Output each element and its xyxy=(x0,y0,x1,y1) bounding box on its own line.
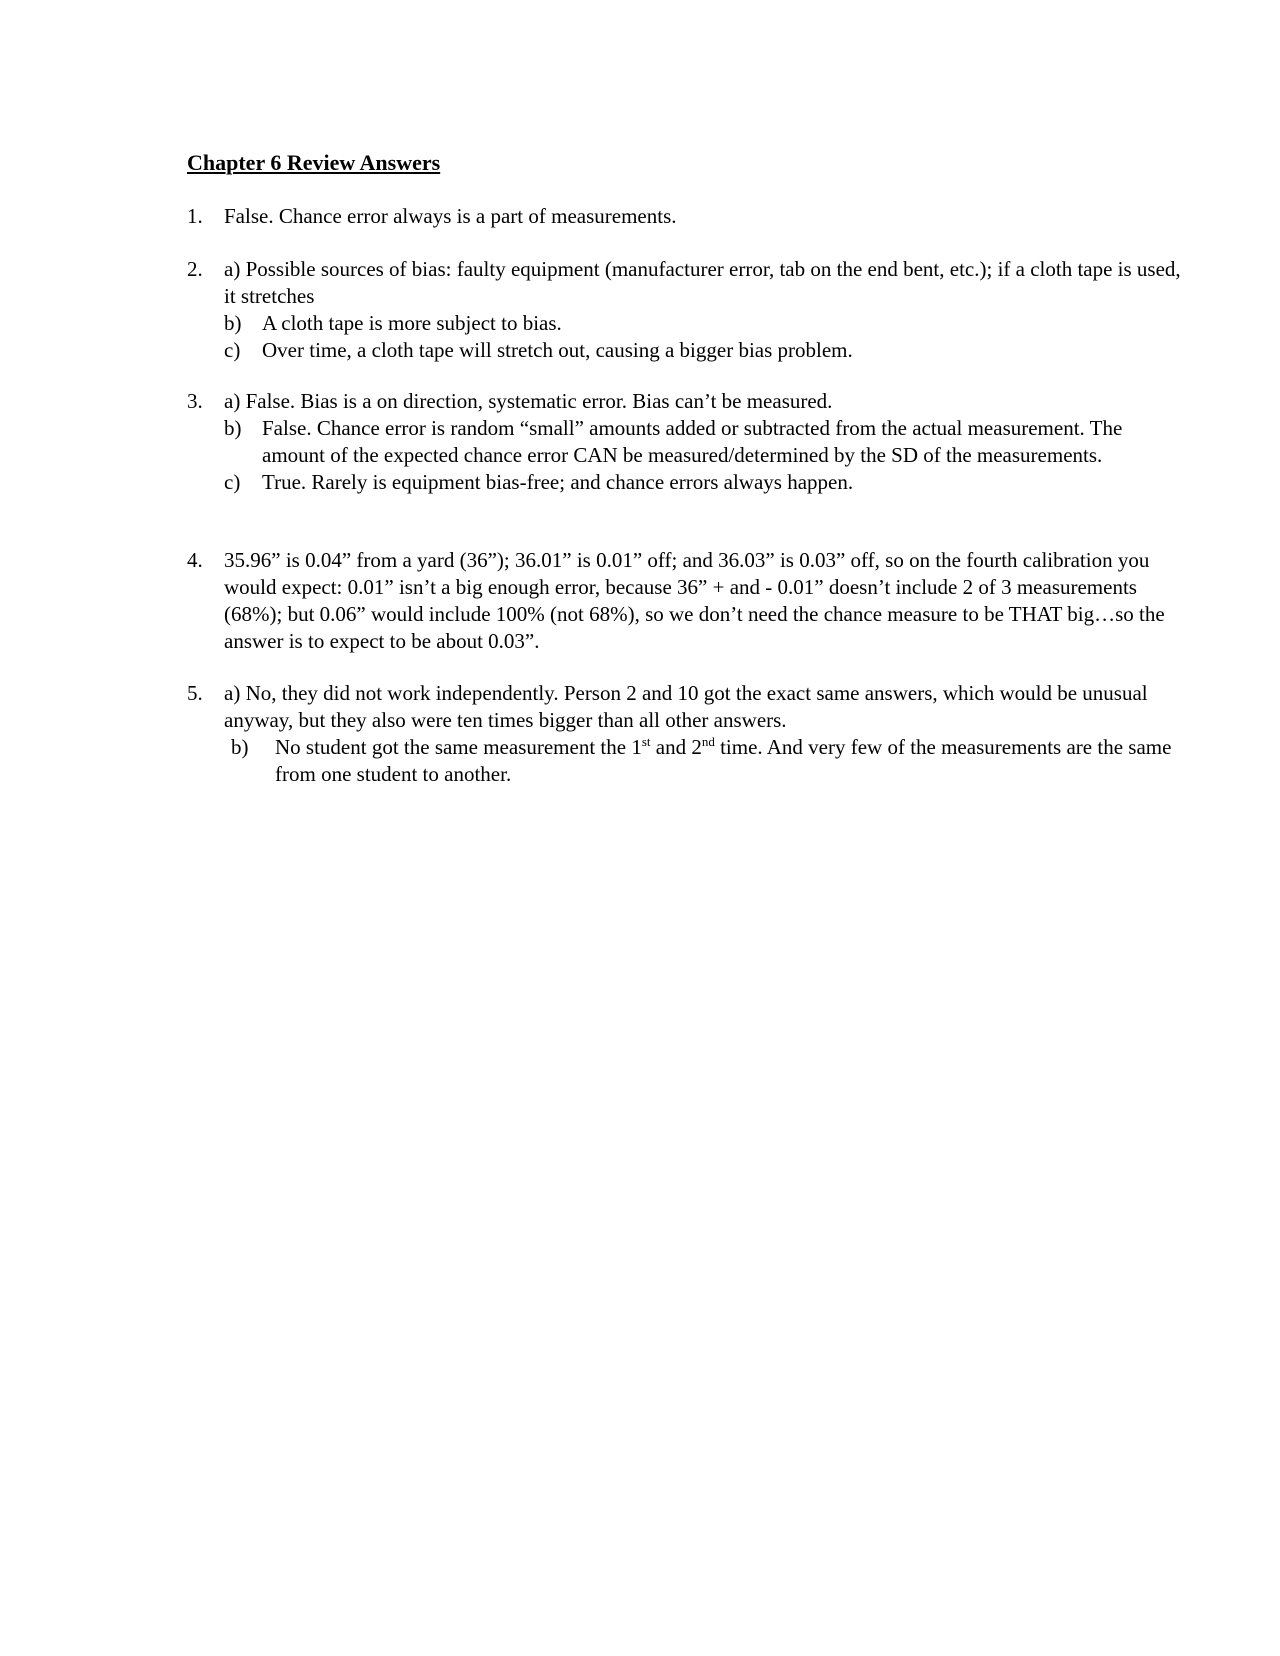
answer-number: 5. xyxy=(187,681,203,705)
answer-4-text: 35.96” is 0.04” from a yard (36”); 36.01” is 0.01” off; and 36.03” is 0.03” off, so on the fourth calibration you would expect: 0.01” isn’t a big enough error, because 36” + and - 0.01” doesn’t include 2 of 3 measurements (68%); but 0.06” would include 100% (not 68%), so we don’t need the chance measure to be THAT big…so the answer is to expect to be about 0.03”. xyxy=(224,548,1165,653)
answer-2b xyxy=(224,310,1187,337)
answer-3a: a) False. Bias is a on direction, systematic error. Bias can’t be measured. xyxy=(224,389,833,413)
answer-3c xyxy=(224,469,1187,496)
sub-label: b) xyxy=(224,311,242,335)
answer-3 xyxy=(187,388,1187,496)
answer-3c-text: True. Rarely is equipment bias-free; and chance errors always happen. xyxy=(262,470,854,494)
answer-number: 2. xyxy=(187,257,203,281)
answer-number: 1. xyxy=(187,204,203,228)
answer-3b xyxy=(224,415,1187,469)
answer-5a: a) No, they did not work independently. Person 2 and 10 got the exact same answers, which would be unusual anyway, but they also were ten times bigger than all other answers. xyxy=(224,681,1148,732)
answer-3b-text: False. Chance error is random “small” amounts added or subtracted from the actual measurement. The amount of the expected chance error CAN be measured/determined by the SD of the measurements. xyxy=(262,416,1123,467)
sub-label: b) xyxy=(231,735,249,759)
answer-2 xyxy=(187,256,1187,364)
answer-2b-text: A cloth tape is more subject to bias. xyxy=(262,311,562,335)
answer-5b-part3: time. And very few of the measurements are the same from one student to another. xyxy=(275,735,1172,786)
answer-5b xyxy=(231,734,1187,788)
answer-1 xyxy=(187,203,1187,230)
superscript-nd: nd xyxy=(701,734,715,749)
answer-5b-part1: No student got the same measurement the 1 xyxy=(275,735,642,759)
sub-label: c) xyxy=(224,338,241,362)
superscript-st: st xyxy=(641,734,651,749)
answer-5b-part2: and 2 xyxy=(650,735,702,759)
sub-label: b) xyxy=(224,416,242,440)
answer-4 xyxy=(187,547,1187,655)
answer-5 xyxy=(187,680,1187,788)
answer-2c-text: Over time, a cloth tape will stretch out, causing a bigger bias problem. xyxy=(262,338,853,362)
answer-1-text: False. Chance error always is a part of measurements. xyxy=(224,204,677,228)
answer-number: 4. xyxy=(187,548,203,572)
answer-2c xyxy=(224,337,1187,364)
answer-2a: a) Possible sources of bias: faulty equipment (manufacturer error, tab on the end bent, etc.); if a cloth tape is used, it stretches xyxy=(224,257,1181,308)
sub-label: c) xyxy=(224,470,241,494)
page-title: Chapter 6 Review Answers xyxy=(187,150,441,175)
answer-number: 3. xyxy=(187,389,203,413)
